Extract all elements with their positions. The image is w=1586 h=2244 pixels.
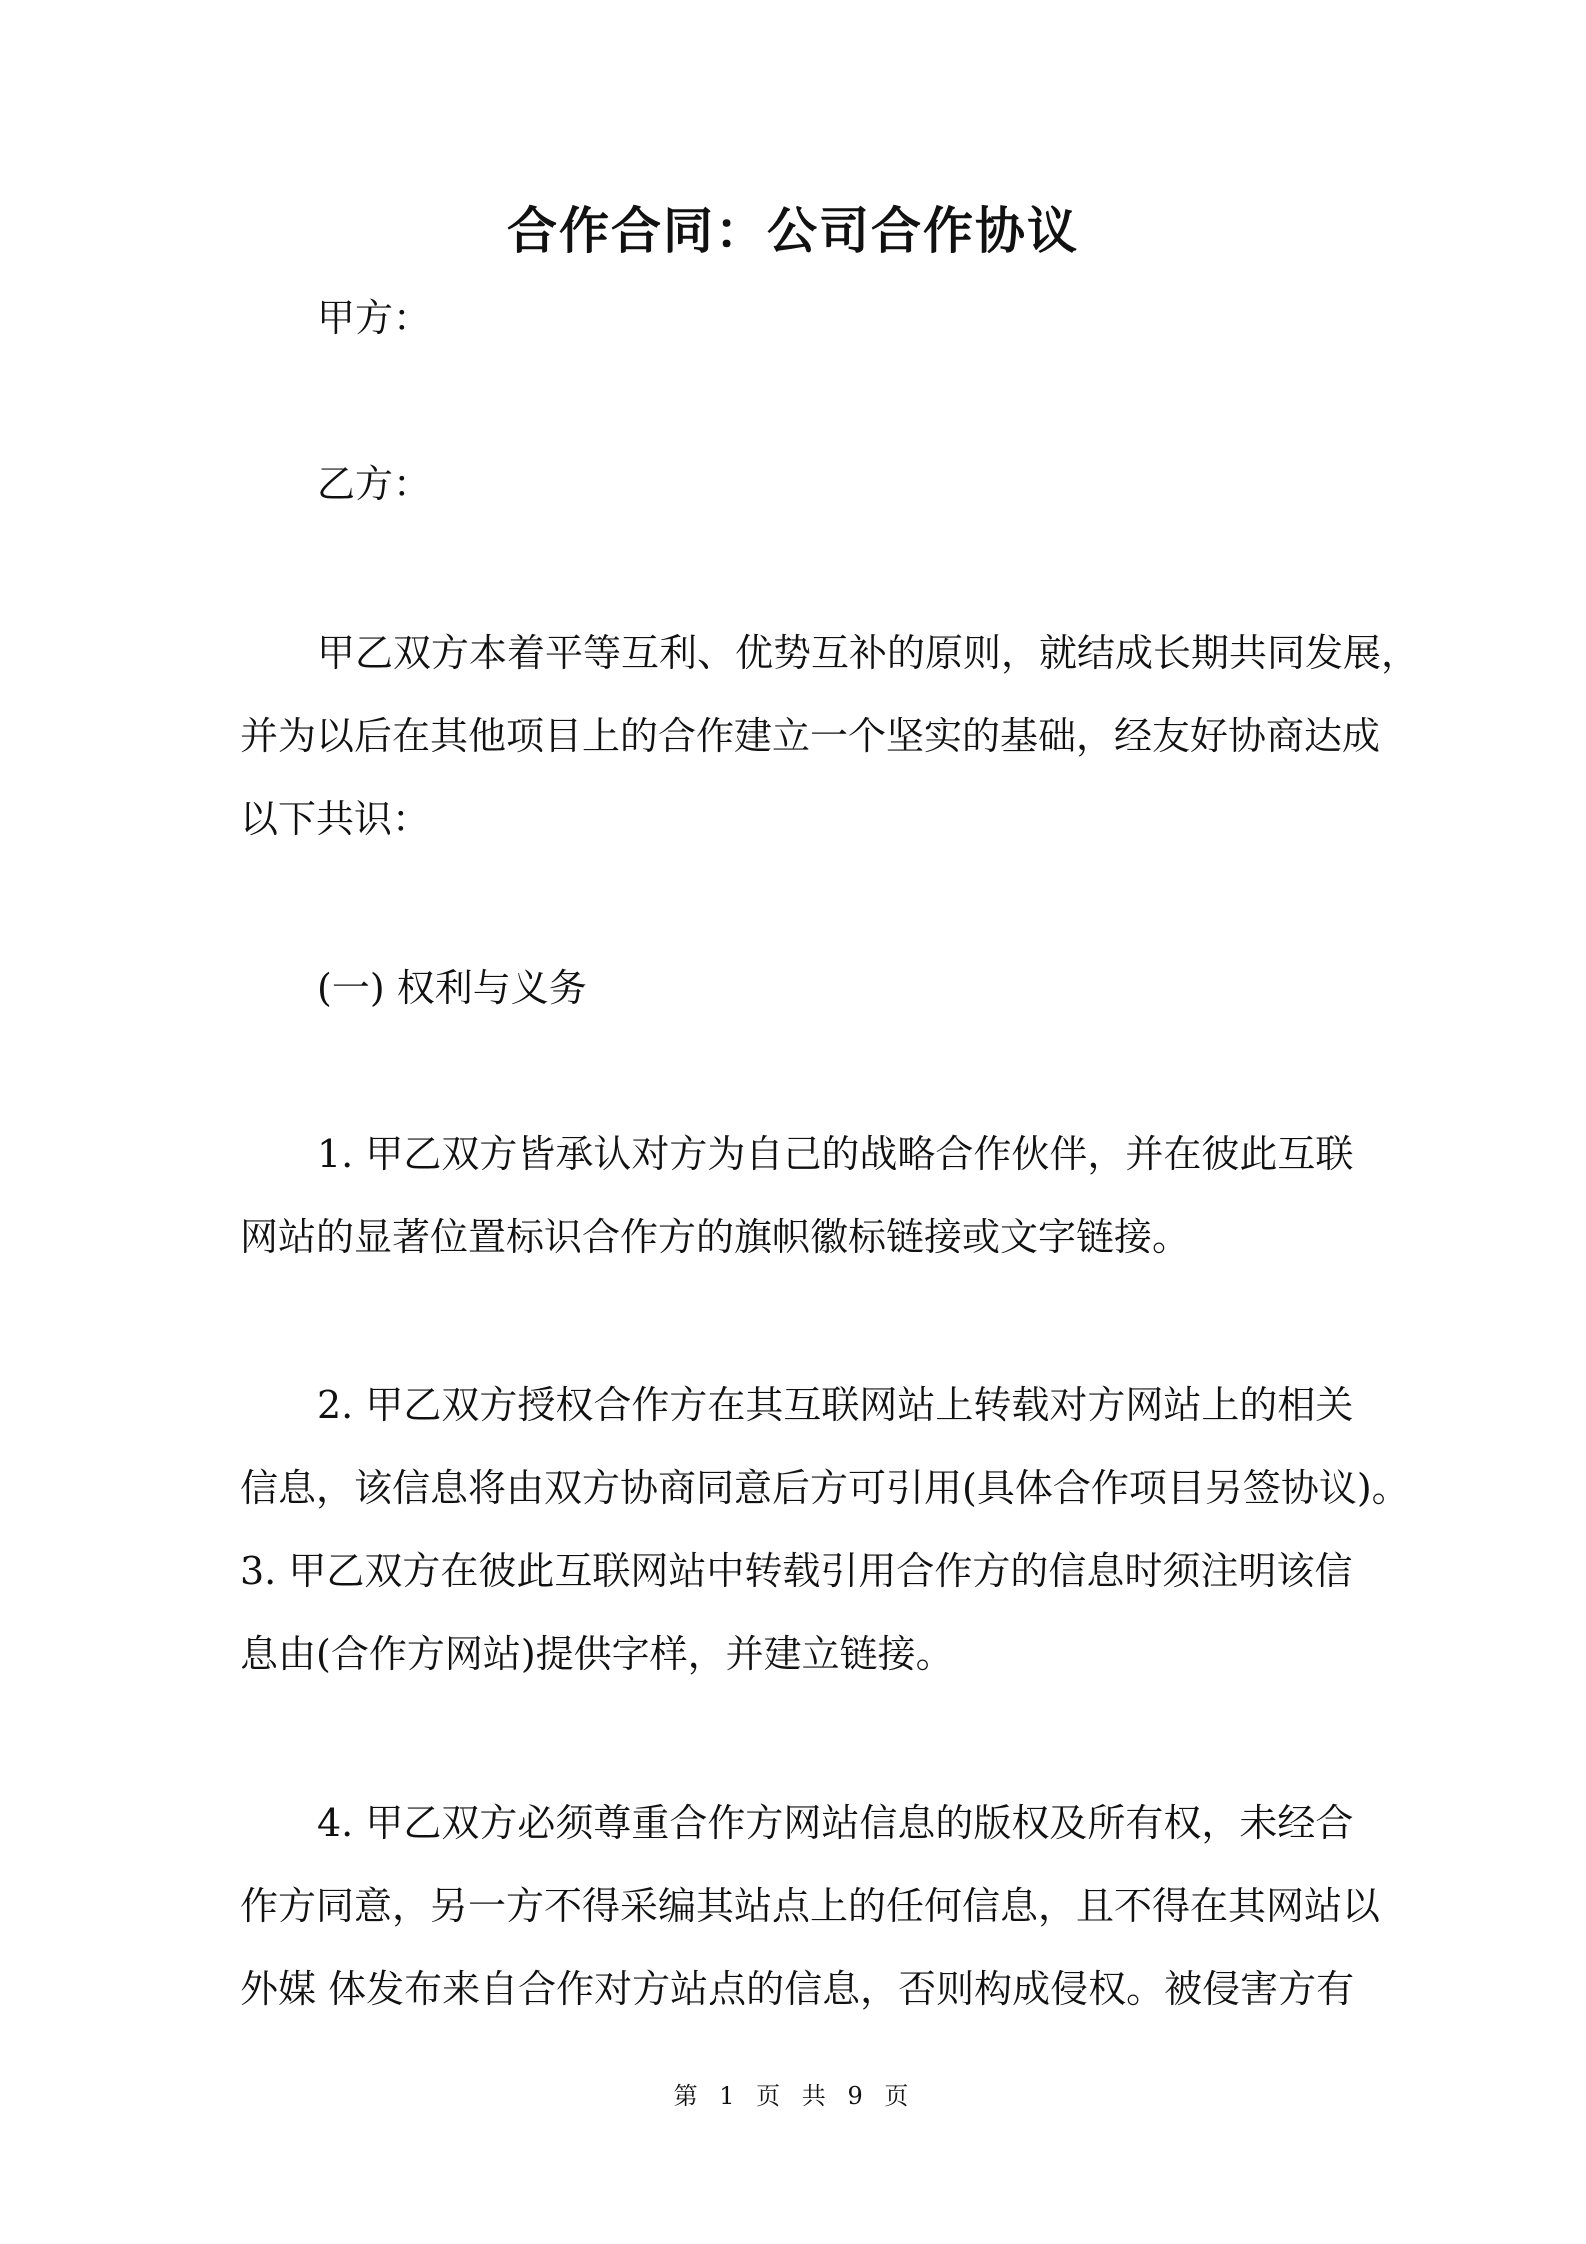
page-footer: 第 1 页 共 9 页	[673, 2082, 913, 2110]
clause-2-line-2: 信息，该信息将由双方协商同意后方可引用(具体合作项目另签协议)。	[240, 1466, 1410, 1510]
clause-1-line-2: 网站的显著位置标识合作方的旗帜徽标链接或文字链接。	[240, 1215, 1191, 1259]
document-title: 合作合同：公司合作协议	[507, 201, 1079, 260]
clause-4-line-1: 4. 甲乙双方必须尊重合作方网站信息的版权及所有权，未经合	[317, 1801, 1354, 1845]
clause-4-line-3: 外媒 体发布来自合作对方站点的信息，否则构成侵权。被侵害方有	[240, 1967, 1355, 2011]
clause-2-line-1: 2. 甲乙双方授权合作方在其互联网站上转载对方网站上的相关	[317, 1383, 1354, 1427]
section-heading: (一) 权利与义务	[317, 966, 587, 1010]
preamble-line-3: 以下共识：	[240, 797, 431, 841]
preamble-line-2: 并为以后在其他项目上的合作建立一个坚实的基础，经友好协商达成	[240, 714, 1381, 758]
party-a-label: 甲方：	[317, 296, 432, 340]
preamble-line-1: 甲乙双方本着平等互利、优势互补的原则，就结成长期共同发展，	[317, 631, 1420, 675]
clause-3-line-2: 息由(合作方网站)提供字样，并建立链接。	[240, 1632, 954, 1676]
clause-1-line-1: 1. 甲乙双方皆承认对方为自己的战略合作伙伴，并在彼此互联	[317, 1132, 1354, 1176]
clause-4-line-2: 作方同意，另一方不得采编其站点上的任何信息，且不得在其网站以	[240, 1884, 1381, 1928]
clause-3-line-1: 3. 甲乙双方在彼此互联网站中转载引用合作方的信息时须注明该信	[240, 1549, 1353, 1593]
party-b-label: 乙方：	[317, 462, 432, 506]
